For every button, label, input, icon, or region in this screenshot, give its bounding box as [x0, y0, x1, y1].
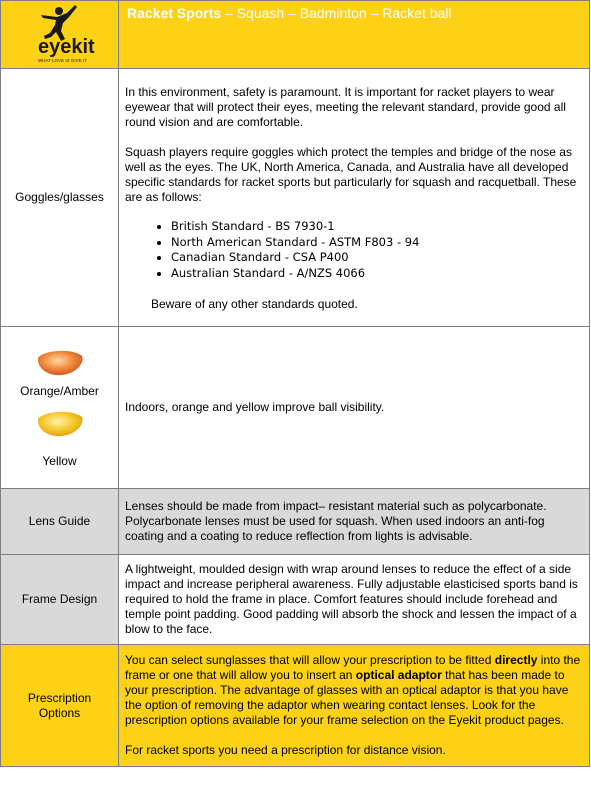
orange-lens-icon [35, 348, 85, 378]
prescription-paragraph-2: For racket sports you need a prescription for distance vision. [125, 743, 446, 757]
goggles-paragraph-1: In this environment, safety is paramount. It is important for racket players to wear eyewear that will protect their eyes, meeting the relevant standard, provide good all round vision and are comfortable. [125, 85, 566, 129]
lens-colours-row [1, 327, 590, 489]
svg-text:eyekit: eyekit [38, 36, 95, 58]
prescription-content [119, 645, 590, 767]
standard-item: • Canadian Standard - CSA P400 [171, 250, 583, 266]
prescription-text-directly: directly [494, 653, 538, 667]
prescription-text-c: into the frame or one that will allow you to insert an [125, 653, 581, 682]
prescription-text-e: that has been made to your prescription. The advantage of glasses with an optical adaptor is that you have the option of removing the adaptor when wearing contact lenses. Look for the prescription options available for your frame selection on the Eyekit product pages. [125, 668, 569, 727]
yellow-lens-icon [35, 409, 85, 439]
lens-colours-text: Indoors, orange and yellow improve ball visibility. [119, 327, 590, 489]
standards-list [125, 219, 583, 281]
eyekit-logo [1, 1, 118, 68]
goggles-label: Goggles/glasses [1, 69, 119, 327]
orange-lens-label: Orange/Amber [20, 384, 99, 398]
standard-item: • Australian Standard - A/NZS 4066 [171, 266, 583, 282]
prescription-label-line-1: Prescription [27, 690, 92, 705]
goggles-row [1, 69, 590, 327]
page-title [119, 1, 590, 69]
goggles-content [119, 69, 590, 327]
prescription-row [1, 645, 590, 767]
goggles-paragraph-2: Squash players require goggles which protect the temples and bridge of the nose as well as the eyes. The UK, North America, Canada, and Australia have all developed specific standards for racket sports but particularly for squash and racquetball. These are as follows: [125, 145, 577, 204]
frame-design-label: Frame Design [1, 555, 119, 645]
frame-design-row [1, 555, 590, 645]
prescription-text-optical-adaptor: optical adaptor [355, 668, 442, 682]
frame-design-text: A lightweight, moulded design with wrap around lenses to reduce the effect of a side impact and increase peripheral awareness. Fully adjustable elasticised sports band is required to hold the frame in place. Comfort features should include forehead and temple point padding. Good padding will absorb the shock and lessen the impact of a blow to the face. [119, 555, 590, 645]
lens-colours-cell [1, 327, 119, 489]
title-rest: – Squash – Badminton – Racket ball [221, 5, 452, 21]
prescription-label [1, 645, 119, 767]
yellow-lens-label: Yellow [42, 454, 77, 468]
prescription-paragraph-1 [125, 653, 583, 728]
prescription-text-a: You can select sunglasses that will allow your prescription to be fitted [125, 653, 495, 667]
lens-guide-row [1, 489, 590, 555]
header-row [1, 1, 590, 69]
prescription-label-line-2: Options [38, 705, 81, 720]
standard-item: • North American Standard - ASTM F803 - 94 [171, 235, 583, 251]
svg-text:WHAT LOVE IS GIVE IT: WHAT LOVE IS GIVE IT [38, 58, 87, 63]
standard-item: • British Standard - BS 7930-1 [171, 219, 583, 235]
logo-cell [1, 1, 119, 69]
lens-guide-text: Lenses should be made from impact– resistant material such as polycarbonate. Polycarbonate lenses must be used for squash. When used indoors an anti-fog coating and a coating to reduce reflection from lights is advisable. [119, 489, 590, 555]
lens-guide-label: Lens Guide [1, 489, 119, 555]
title-bold: Racket Sports [127, 5, 222, 21]
standards-note: Beware of any other standards quoted. [151, 297, 358, 311]
